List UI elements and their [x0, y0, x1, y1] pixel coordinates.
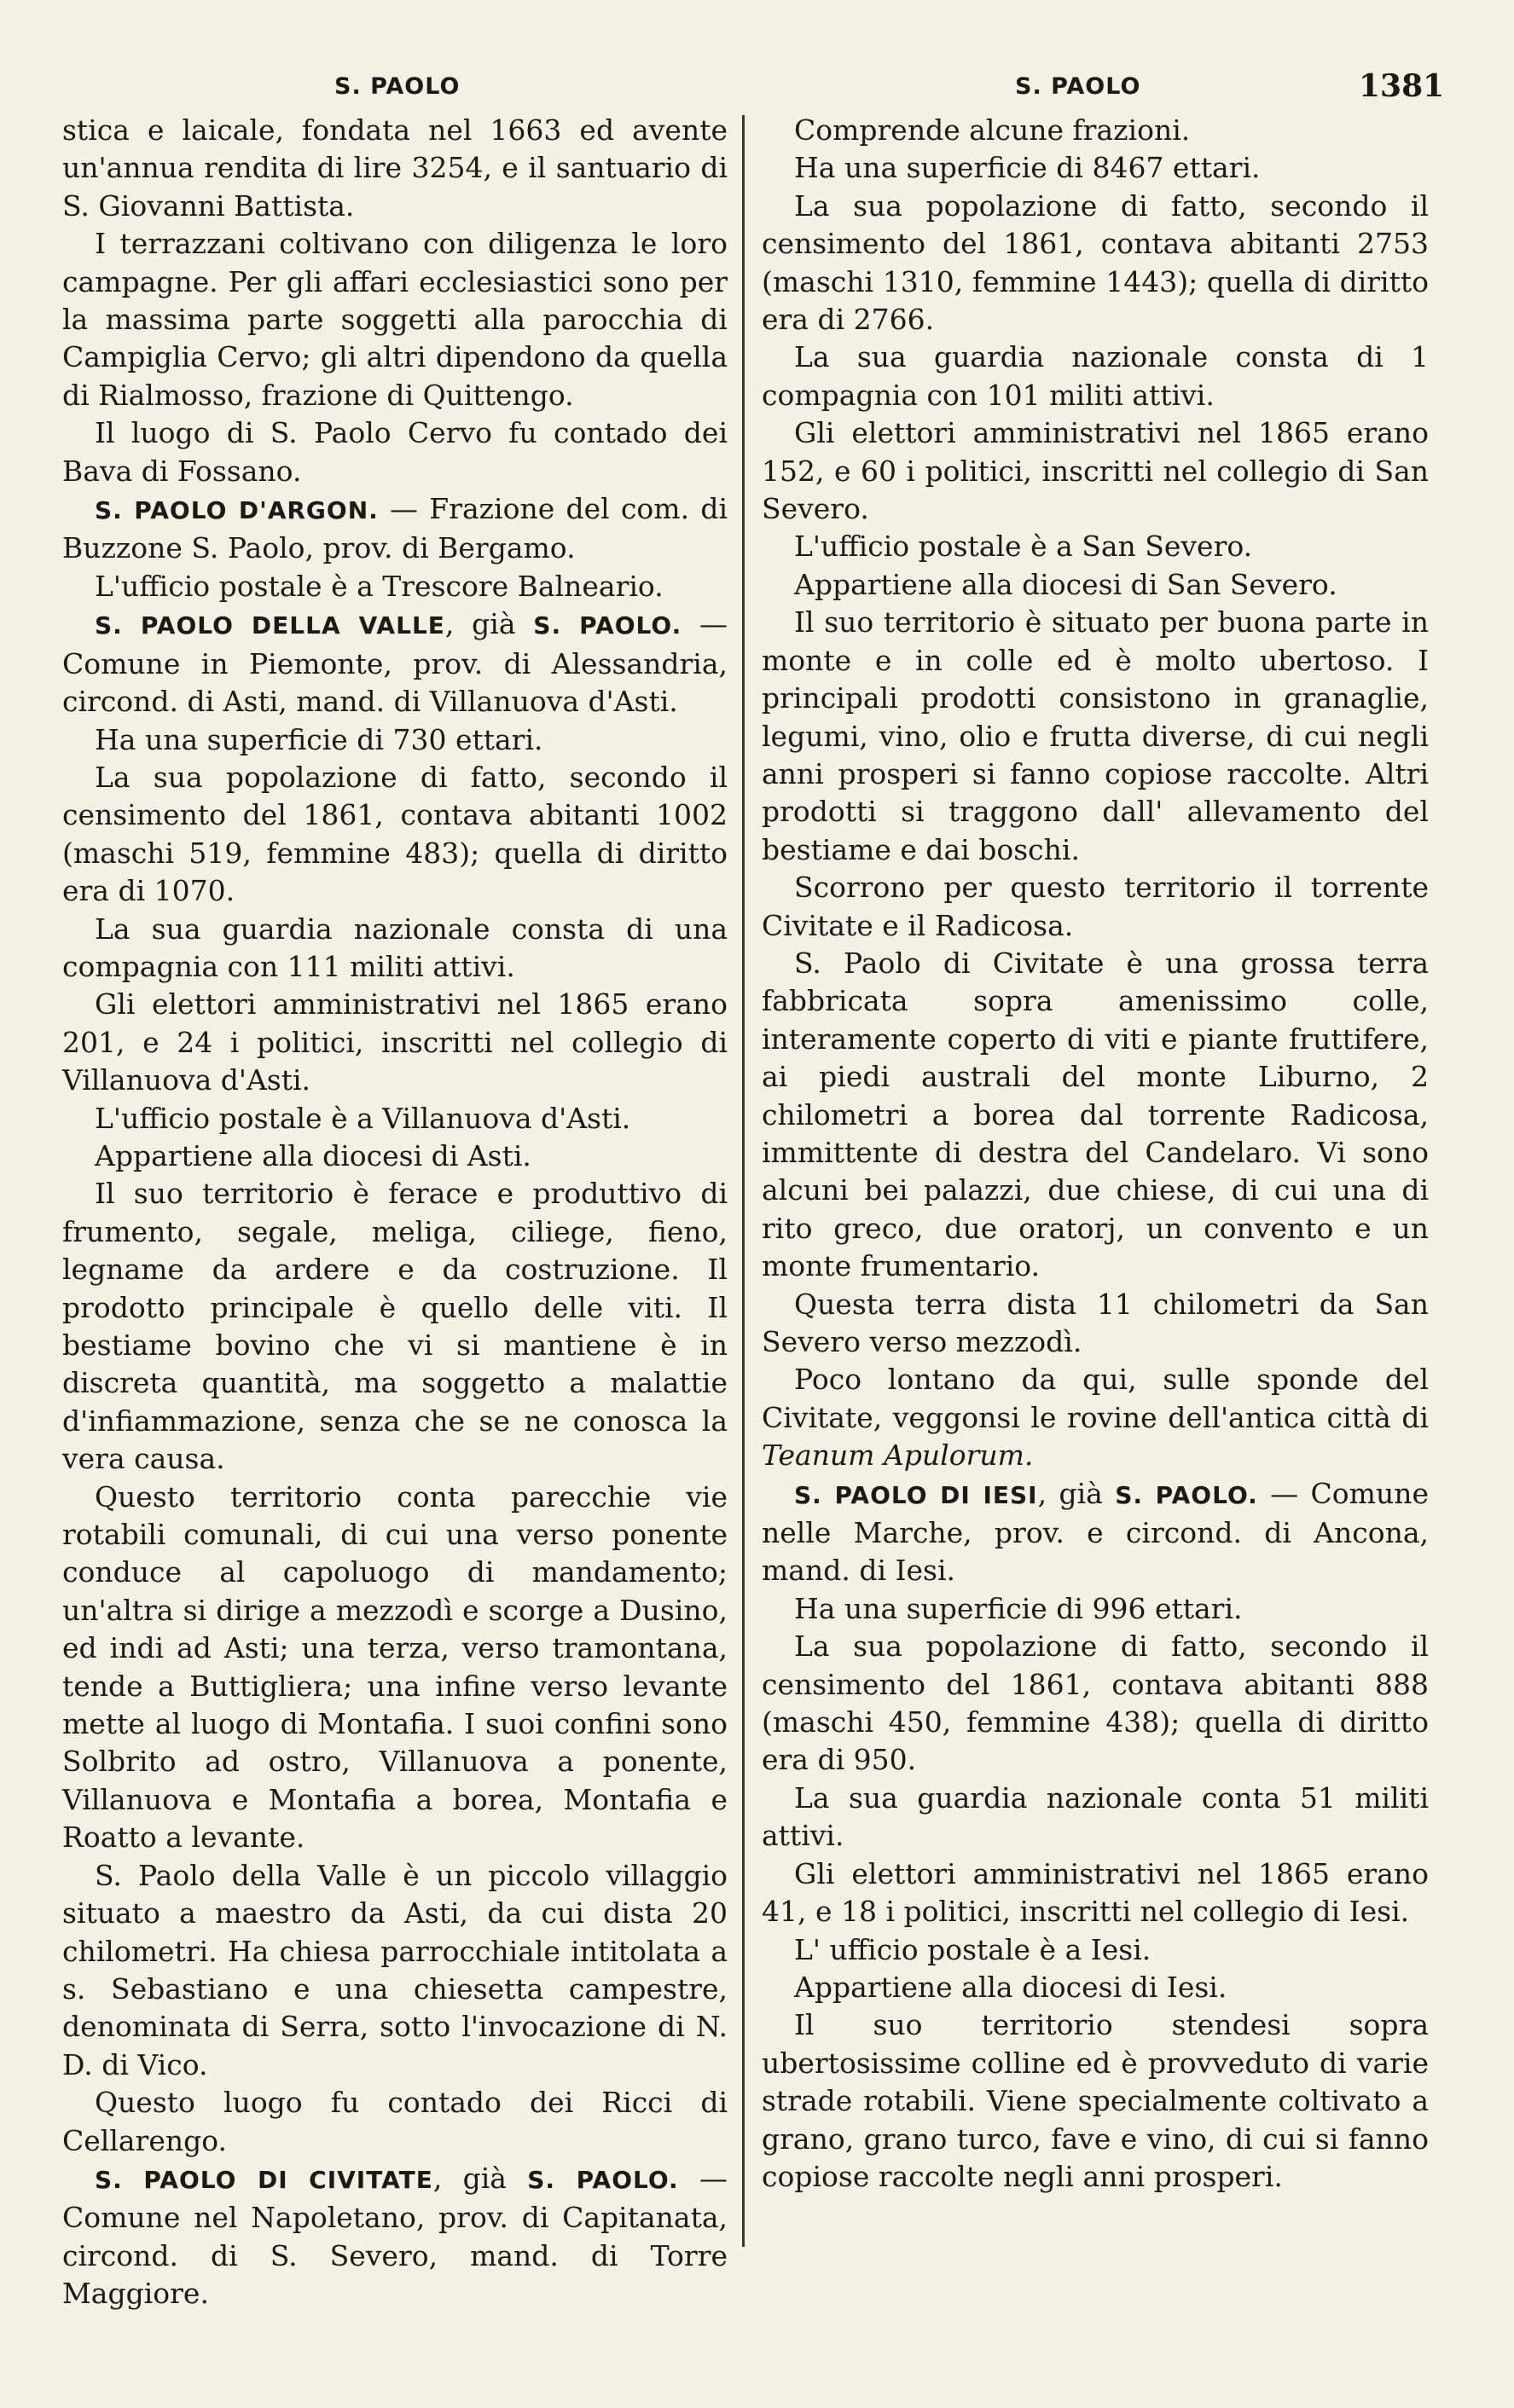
- paragraph: S. Paolo della Valle è un piccolo villaggio situato a maestro da Asti, da cui dista 20 chilometri. Ha chiesa parrocchiale intitolata a s. Sebastiano e una chiesetta campestre, denominata di Serra, sotto l'invocazione di N. D. di Vico.: [62, 1858, 728, 2081]
- entry-title: S. PAOLO DI CIVITATE: [95, 2165, 433, 2194]
- paragraph: La sua guardia nazionale conta 51 militi attivi.: [762, 1780, 1429, 1853]
- paragraph: La sua guardia nazionale consta di 1 compagnia con 101 militi attivi.: [762, 340, 1429, 412]
- entry-text: — Comune nel Napoletano, prov. di Capitanata, circond. di S. Severo, mand. di Torre Maggiore.: [62, 2161, 728, 2311]
- right-column: [762, 112, 1429, 2196]
- entry-text: — Comune in Piemonte, prov. di Alessandria, circond. di Asti, mand. di Villanuova d'Asti.: [62, 607, 728, 719]
- entry-text: — Comune nelle Marche, prov. e circond. di Ancona, mand. di Iesi.: [762, 1476, 1429, 1588]
- column-divider: [742, 115, 745, 2247]
- paragraph: Gli elettori amministrativi nel 1865 erano 152, e 60 i politici, inscritti nel collegio di San Severo.: [762, 416, 1429, 526]
- paragraph: Appartiene alla diocesi di Iesi.: [794, 1970, 1227, 2004]
- paragraph: La sua popolazione di fatto, secondo il censimento del 1861, contava abitanti 2753 (maschi 1310, femmine 1443); quella di diritto era di 2766.: [762, 188, 1429, 337]
- entry-separator: , già: [444, 607, 534, 641]
- paragraph: Il suo territorio è situato per buona parte in monte e in colle ed è molto ubertoso. I principali prodotti consistono in granaglie, legumi, vino, olio e frutta diverse, di cui negli anni prosperi si fanno copiose raccolte. Altri prodotti si traggono dall' allevamento del bestiame e dai boschi.: [762, 605, 1429, 866]
- entry-paolo-della-valle: [62, 605, 728, 721]
- entry-separator: , già: [432, 2161, 528, 2195]
- paragraph: Scorrono per questo territorio il torrente Civitate e il Radicosa.: [762, 871, 1429, 942]
- paragraph: stica e laicale, fondata nel 1663 ed avente un'annua rendita di lire 3254, e il santuario di S. Giovanni Battista.: [62, 113, 728, 223]
- entry-title: S. PAOLO DI IESI: [794, 1480, 1038, 1509]
- paragraph: Gli elettori amministrativi nel 1865 erano 201, e 24 i politici, inscritti nel collegio di Villanuova d'Asti.: [62, 987, 728, 1097]
- paragraph: Ha una superficie di 996 ettari.: [794, 1591, 1243, 1625]
- latin-place-name: Teanum Apulorum.: [762, 1438, 1034, 1473]
- paragraph: L'ufficio postale è a Trescore Balneario.: [95, 569, 664, 603]
- entry-separator: , già: [1037, 1476, 1116, 1510]
- paragraph: S. Paolo di Civitate è una grossa terra fabbricata sopra amenissimo colle, interamente coperto di viti e piante fruttifere, ai piedi australi del monte Liburno, 2 chilometri a borea dal torrente Radicosa, immittente di destra del Candelaro. Vi sono alcuni bei palazzi, due chiese, di cui una di rito greco, due oratorj, un convento e un monte frumentario.: [762, 946, 1429, 1283]
- paragraph: Questo luogo fu contado dei Ricci di Cellarengo.: [62, 2086, 728, 2157]
- paragraph: Ha una superficie di 8467 ettari.: [794, 151, 1261, 185]
- paragraph: Questo territorio conta parecchie vie rotabili comunali, di cui una verso ponente conduce al capoluogo di mandamento; un'altra si dirige a mezzodì e scorge a Dusino, ed indi ad Asti; una terza, verso tramontana, tende a Buttigliera; una infine verso levante mette al luogo di Montafia. I suoi confini sono Solbrito ad ostro, Villanuova a ponente, Villanuova e Montafia a borea, Montafia e Roatto a levante.: [62, 1479, 728, 1855]
- entry-paolo-di-iesi: [762, 1475, 1429, 1590]
- paragraph: [762, 1361, 1429, 1474]
- entry-former-name: S. PAOLO.: [533, 611, 682, 640]
- paragraph: I terrazzani coltivano con diligenza le loro campagne. Per gli affari ecclesiastici sono per la massima parte soggetti alla parocchia di Campiglia Cervo; gli altri dipendono da quella di Rialmosso, frazione di Quittengo.: [62, 227, 728, 412]
- paragraph: Il luogo di S. Paolo Cervo fu contado dei Bava di Fossano.: [62, 416, 728, 488]
- paragraph: Questa terra dista 11 chilometri da San Severo verso mezzodì.: [762, 1287, 1429, 1358]
- paragraph: La sua popolazione di fatto, secondo il censimento del 1861, contava abitanti 1002 (maschi 519, femmine 483); quella di diritto era di 1070.: [62, 760, 728, 908]
- entry-title: S. PAOLO D'ARGON.: [95, 496, 379, 525]
- paragraph: Ha una superficie di 730 ettari.: [95, 722, 543, 756]
- paragraph: Comprende alcune frazioni.: [794, 113, 1191, 147]
- paragraph: Il suo territorio stendesi sopra ubertosissime colline ed è provveduto di varie strade rotabili. Viene specialmente coltivato a grano, grano turco, fave e vino, di cui si fanno copiose raccolte negli anni prosperi.: [762, 2008, 1429, 2193]
- paragraph: Il suo territorio è ferace e produttivo di frumento, segale, meliga, ciliege, fieno, legname da ardere e da costruzione. Il prodotto principale è quello delle viti. Il bestiame bovino che vi si mantiene è in discreta quantità, ma soggetto a malattie d'infiammazione, senza che se ne conosca la vera causa.: [62, 1177, 728, 1476]
- entry-paolo-di-civitate: [62, 2160, 728, 2313]
- running-header-right: S. PAOLO: [1015, 73, 1141, 100]
- paragraph: Appartiene alla diocesi di Asti.: [95, 1138, 531, 1172]
- paragraph: L'ufficio postale è a Villanuova d'Asti.: [95, 1101, 631, 1135]
- paragraph: L'ufficio postale è a San Severo.: [794, 530, 1253, 564]
- paragraph: Gli elettori amministrativi nel 1865 erano 41, e 18 i politici, inscritti nel collegio di Iesi.: [762, 1856, 1429, 1929]
- paragraph-text: Poco lontano da qui, sulle sponde del Civitate, veggonsi le rovine dell'antica città di: [762, 1363, 1429, 1434]
- paragraph: Appartiene alla diocesi di San Severo.: [794, 567, 1337, 601]
- page-number: 1381: [1359, 68, 1445, 104]
- entry-title: S. PAOLO DELLA VALLE: [95, 611, 445, 640]
- entry-former-name: S. PAOLO.: [1115, 1480, 1258, 1509]
- left-column: [62, 112, 728, 2313]
- entry-former-name: S. PAOLO.: [527, 2165, 679, 2194]
- entry-text: — Frazione del com. di Buzzone S. Paolo, prov. di Bergamo.: [62, 492, 728, 565]
- paragraph: La sua popolazione di fatto, secondo il censimento del 1861, contava abitanti 888 (maschi 450, femmine 438); quella di diritto era di 950.: [762, 1629, 1429, 1777]
- entry-paolo-d-argon: [62, 490, 728, 568]
- paragraph: L' ufficio postale è a Iesi.: [794, 1932, 1151, 1966]
- paragraph: La sua guardia nazionale consta di una compagnia con 111 militi attivi.: [62, 912, 728, 983]
- running-header-left: S. PAOLO: [334, 73, 461, 100]
